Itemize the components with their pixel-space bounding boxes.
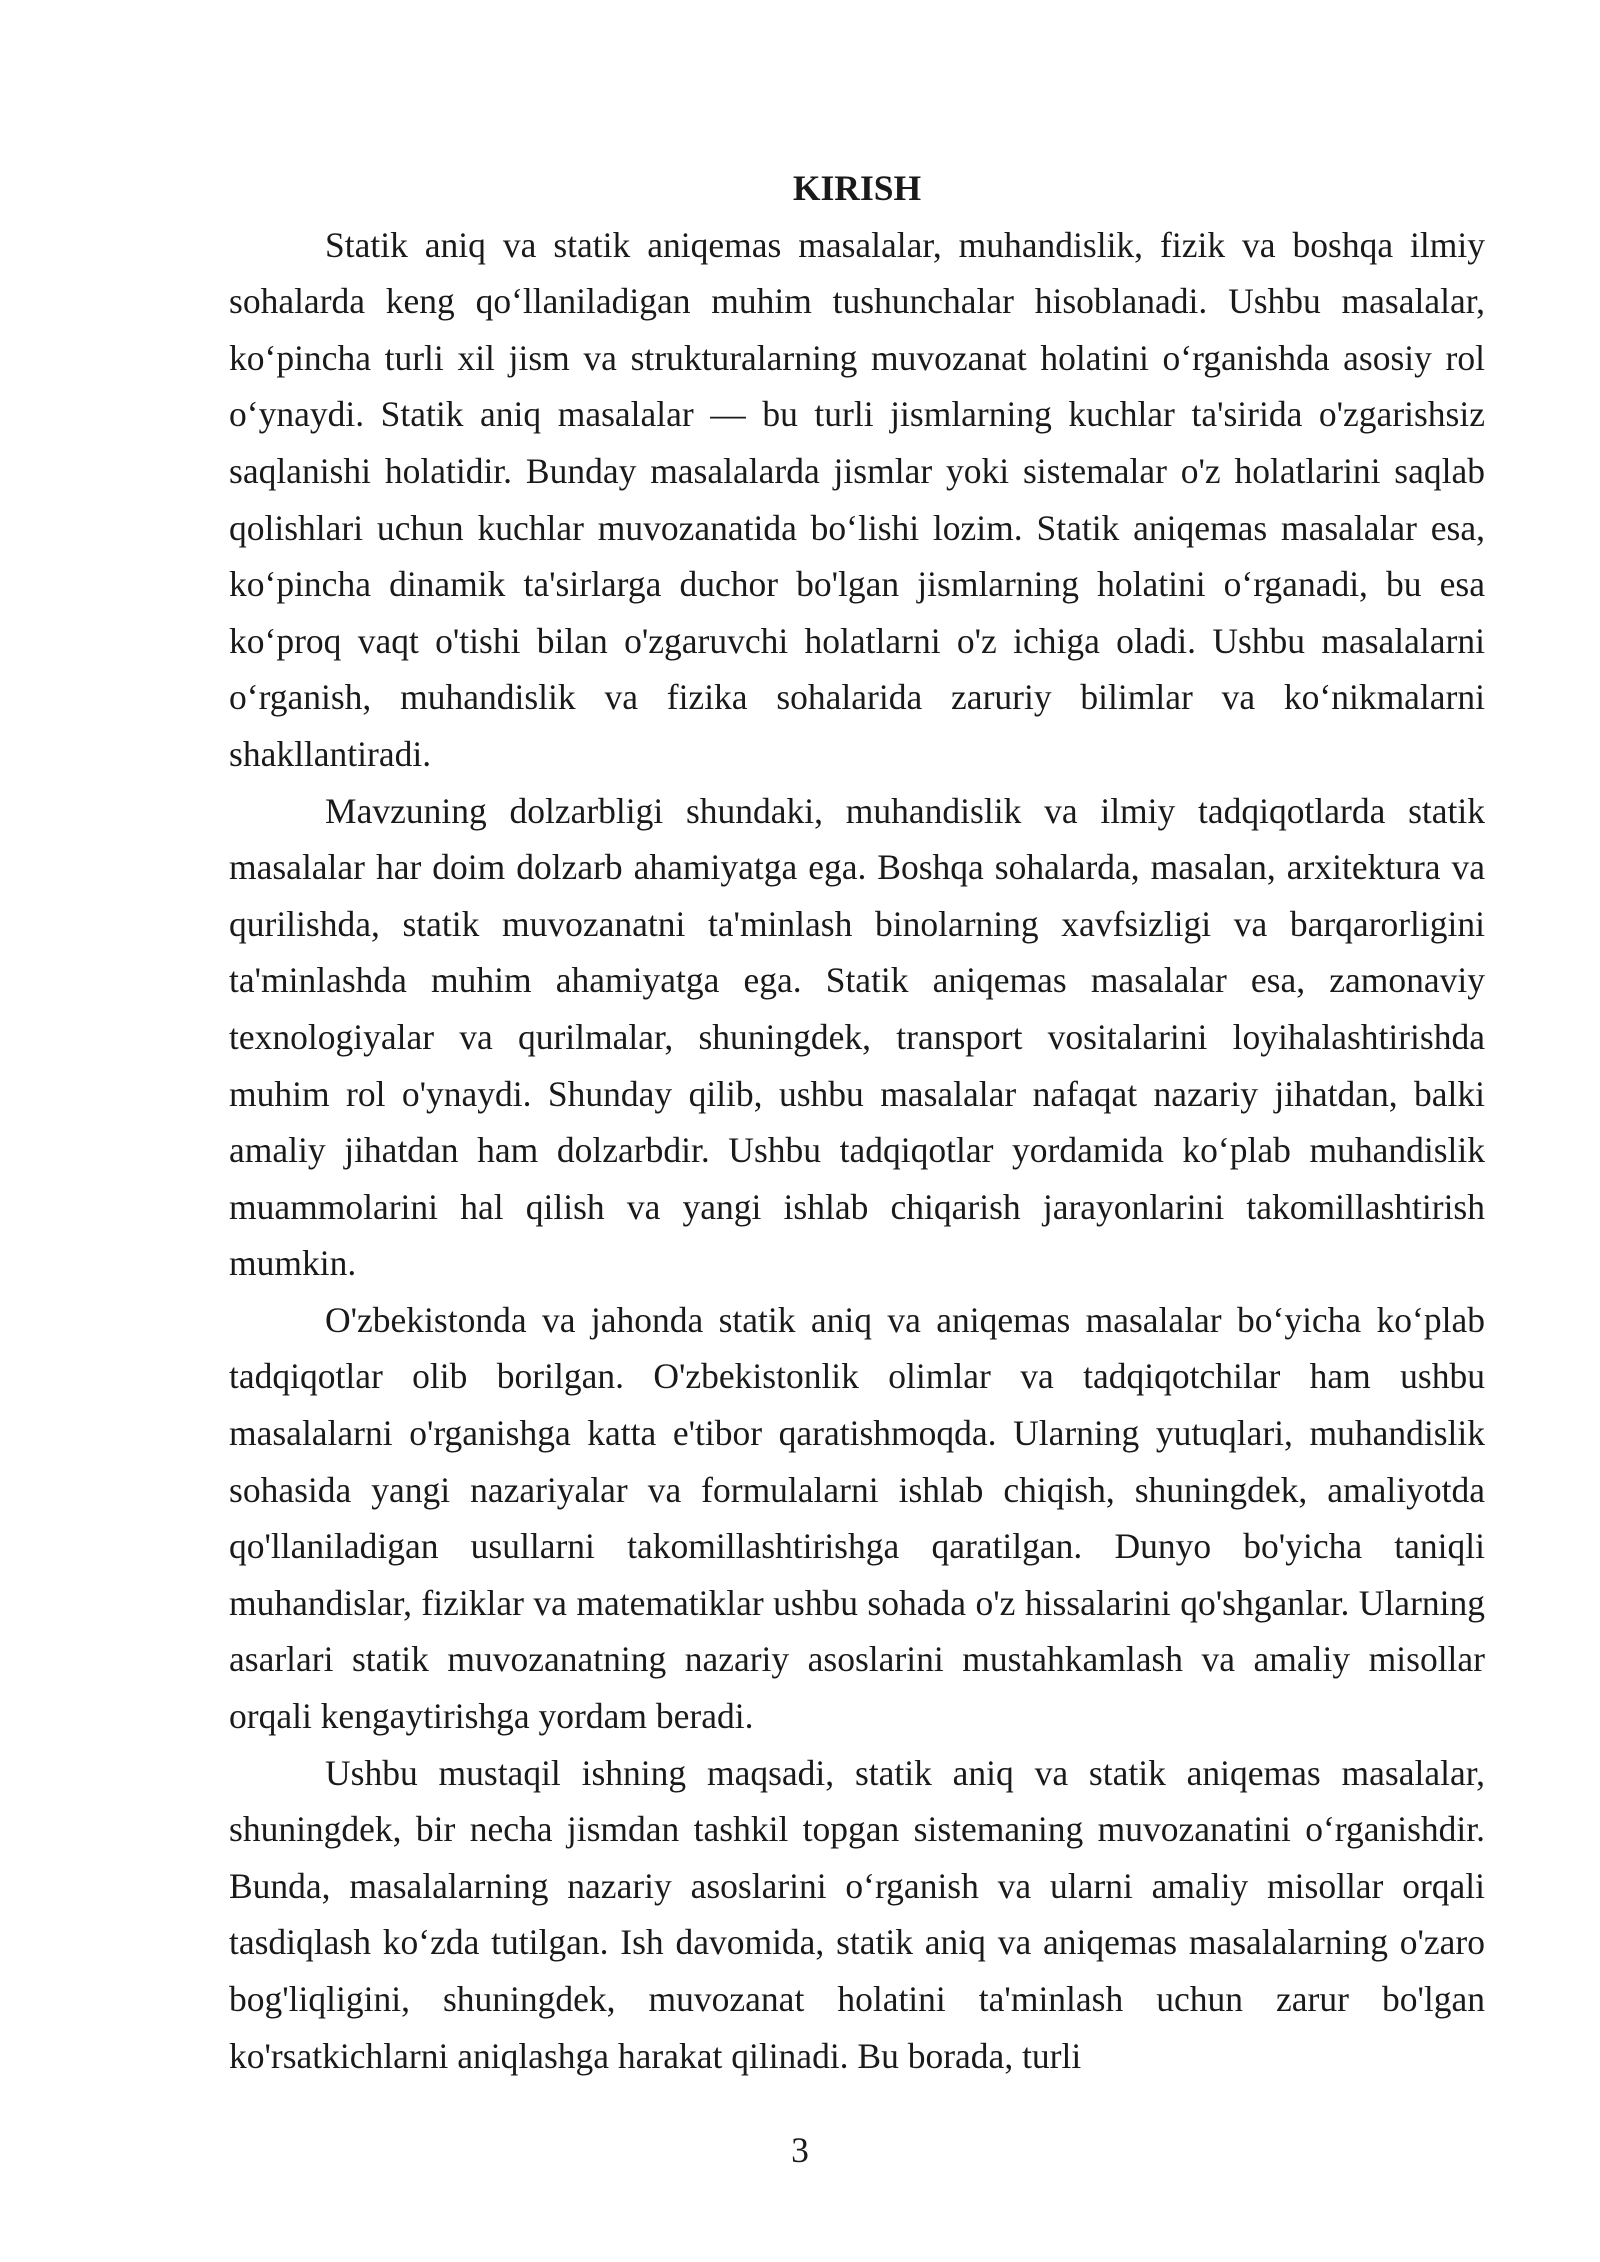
section-title: KIRISH bbox=[792, 168, 922, 208]
paragraph-research: O'zbekistonda va jahonda statik aniq va aniqemas masalalar bo‘yicha ko‘plab tadqiqotlar olib borilgan. O'zbekistonlik olimlar va tadqiqotchilar ham ushbu masalalarni o'rganishga katta e'tibor qaratishmoqda. Ularning yutuqlari, muhandislik sohasida yangi nazariyalar va formulalarni ishlab chiqish, shuningdek, amaliyotda qo'llaniladigan usullarni takomillashtirishga qaratilgan. Dunyo bo'yicha taniqli muhandislar, fiziklar va matematiklar ushbu sohada o'z hissalarini qo'shganlar. Ularning asarlari statik muvozanatning nazariy asoslarini mustahkamlash va amaliy misollar orqali kengaytirishga yordam beradi. bbox=[229, 1299, 1485, 1737]
page-number: 3 bbox=[791, 2130, 809, 2170]
paragraph-relevance: Mavzuning dolzarbligi shundaki, muhandislik va ilmiy tadqiqotlarda statik masalalar har doim dolzarb ahamiyatga ega. Boshqa sohalarda, masalan, arxitektura va qurilishda, statik muvozanatni ta'minlash binolarning xavfsizligi va barqarorligini ta'minlashda muhim ahamiyatga ega. Statik aniqemas masalalar esa, zamonaviy texnologiyalar va qurilmalar, shuningdek, transport vositalarini loyihalashtirishda muhim rol o'ynaydi. Shunday qilib, ushbu masalalar nafaqat nazariy jihatdan, balki amaliy jihatdan ham dolzarbdir. Ushbu tadqiqotlar yordamida ko‘plab muhandislik muammolarini hal qilish va yangi ishlab chiqarish jarayonlarini takomillashtirish mumkin. bbox=[229, 790, 1485, 1284]
paragraph-intro: Statik aniq va statik aniqemas masalalar, muhandislik, fizik va boshqa ilmiy sohalarda keng qo‘llaniladigan muhim tushunchalar hisoblanadi. Ushbu masalalar, ko‘pincha turli xil jism va strukturalarning muvozanat holatini o‘rganishda asosiy rol o‘ynaydi. Statik aniq masalalar — bu turli jismlarning kuchlar ta'sirida o'zgarishsiz saqlanishi holatidir. Bunday masalalarda jismlar yoki sistemalar o'z holatlarini saqlab qolishlari uchun kuchlar muvozanatida bo‘lishi lozim. Statik aniqemas masalalar esa, ko‘pincha dinamik ta'sirlarga duchor bo'lgan jismlarning holatini o‘rganadi, bu esa ko‘proq vaqt o'tishi bilan o'zgaruvchi holatlarni o'z ichiga oladi. Ushbu masalalarni o‘rganish, muhandislik va fizika sohalarida zaruriy bilimlar va ko‘nikmalarni shakllantiradi. bbox=[229, 224, 1485, 774]
paragraph-goal: Ushbu mustaqil ishning maqsadi, statik aniq va statik aniqemas masalalar, shuningdek, bir necha jismdan tashkil topgan sistemaning muvozanatini o‘rganishdir. Bunda, masalalarning nazariy asoslarini o‘rganish va ularni amaliy misollar orqali tasdiqlash ko‘zda tutilgan. Ish davomida, statik aniq va aniqemas masalalarning o'zaro bog'liqligini, shuningdek, muvozanat holatini ta'minlash uchun zarur bo'lgan ko'rsatkichlarni aniqlashga harakat qilinadi. Bu borada, turli bbox=[229, 1752, 1485, 2076]
document-body bbox=[229, 160, 1485, 2084]
